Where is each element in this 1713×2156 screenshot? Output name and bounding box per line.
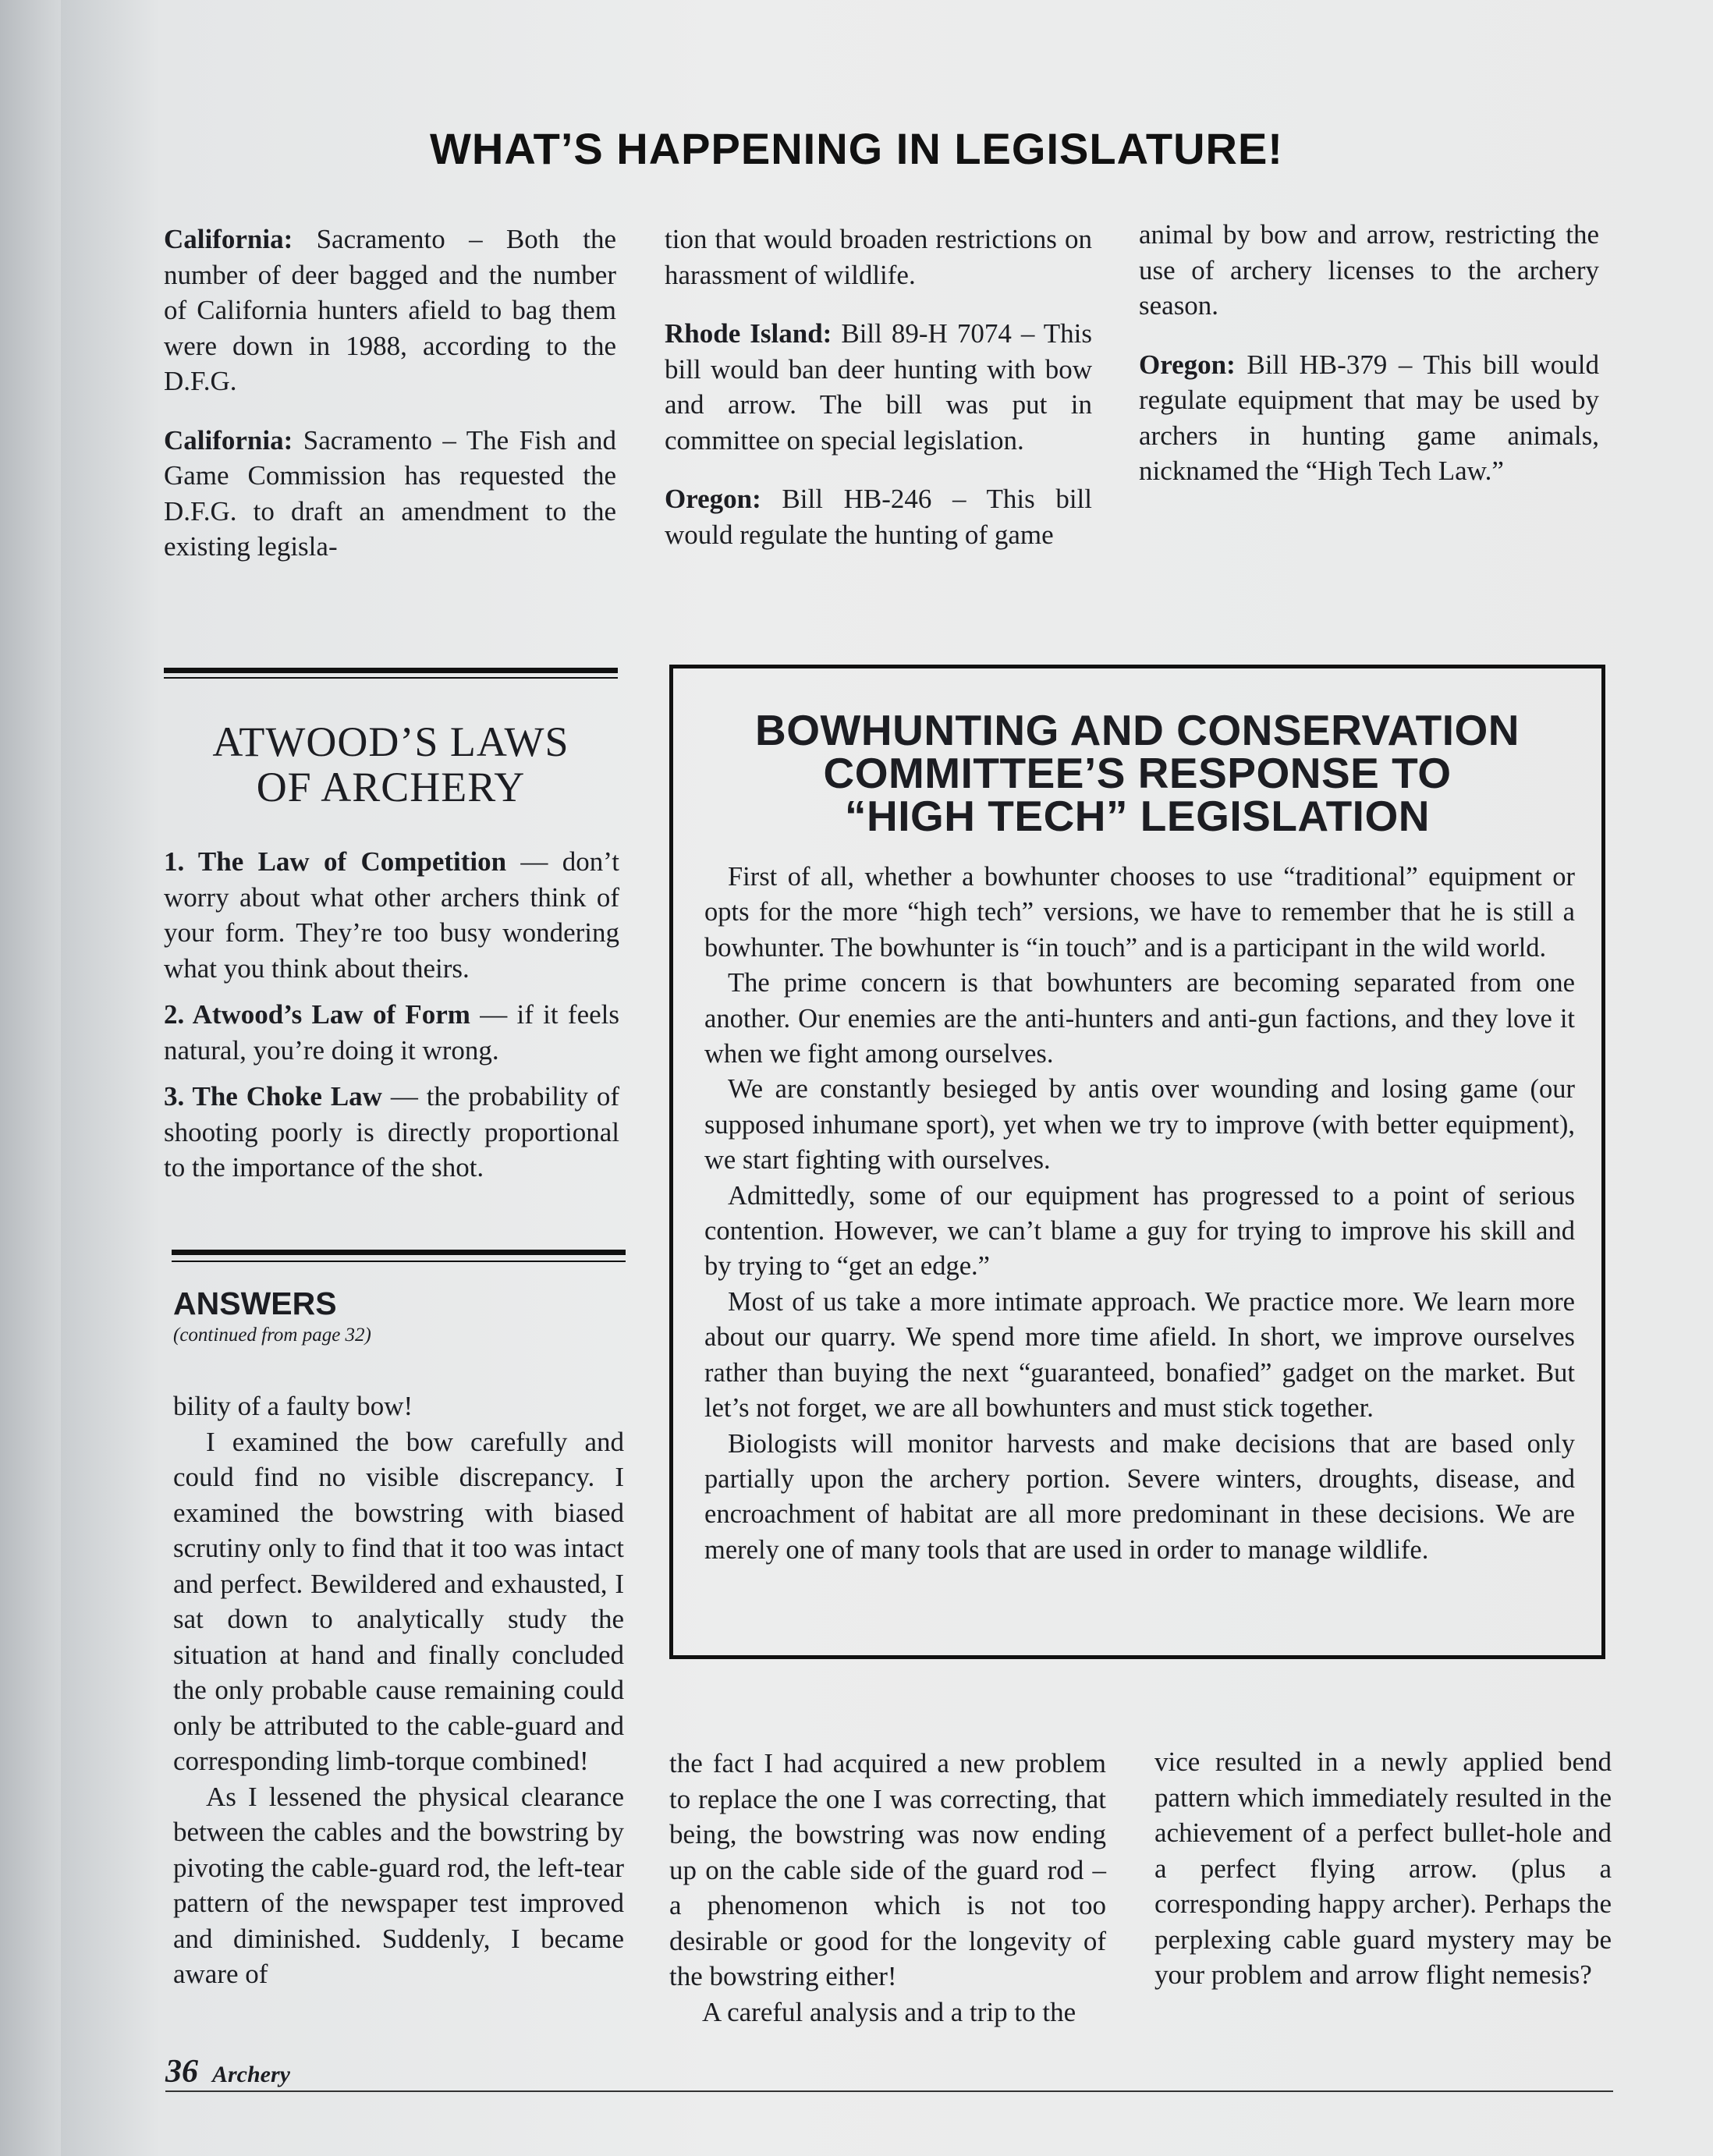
legislature-column-1 [164, 222, 616, 565]
law-item [164, 1079, 619, 1186]
laws-bottom-rule-thin [172, 1261, 626, 1262]
answers-paragraph: bility of a faulty bow! [173, 1391, 413, 1421]
laws-title-line-1: ATWOOD’S LAWS [212, 718, 569, 765]
box-title-line-3: “HIGH TECH” LEGISLATION [845, 792, 1430, 840]
answers-paragraph: A careful analysis and a trip to the [702, 1996, 1076, 2027]
box-paragraph: Most of us take a more intimate approach. We practice more. We learn more about our quarry. We spend more time afield. In short, we improve ourselves rather than buying the next “guaranteed, bonafied” gadget on the market. But let’s not forget, we are all bowhunters and must stick together. [704, 1286, 1575, 1424]
item-label: Rhode Island: [665, 318, 832, 349]
committee-response-box [669, 665, 1605, 1659]
box-paragraph: The prime concern is that bowhunters are becoming separated from one another. Our enemies are the anti-hunters and anti-gun factions, and they love it when we fight among ourselves. [704, 968, 1575, 1069]
item-text: Bill 89-H 7074 – This bill would ban deer hunting with bow and arrow. The bill was put in committee on special legislation. [665, 318, 1092, 456]
legislature-item [665, 481, 1092, 552]
law-label: 2. Atwood’s Law of Form [164, 999, 470, 1030]
legislature-item [164, 222, 616, 399]
answers-column-1 [173, 1388, 624, 1992]
box-paragraph: We are constantly besieged by antis over wounding and losing game (our supposed inhumane sport), yet when we try to improve (with better equipment), we start fighting with ourselves. [704, 1074, 1575, 1176]
law-label: 1. The Law of Competition [164, 846, 507, 877]
legislature-item [1139, 217, 1599, 324]
box-body [704, 860, 1575, 1568]
laws-top-rule-thin [164, 677, 618, 679]
magazine-name: Archery [212, 2062, 290, 2087]
answers-column-3 [1154, 1744, 1612, 1993]
answers-paragraph: I examined the bow carefully and could find no visible discrepancy. I examined the bowstring with biased scrutiny only to find that it too was intact and perfect. Bewildered and exhausted, I sat down to analytically study the situation at hand and finally concluded the only probable cause remaining could only be attributed to the cable-guard and corresponding limb-torque combined! [173, 1426, 624, 1776]
legislature-item [164, 423, 616, 565]
legislature-item [665, 316, 1092, 458]
answers-subheading: (continued from page 32) [173, 1324, 371, 1346]
item-text: tion that would broaden restrictions on harassment of wildlife. [665, 224, 1092, 290]
answers-paragraph: the fact I had acquired a new problem to replace the one I was correcting, that being, the bowstring was now ending up on the cable side of the guard rod – a phenomenon which is not too desirable or good for the longevity of the bowstring either! [669, 1748, 1106, 1991]
box-paragraph: Admittedly, some of our equipment has progressed to a point of serious contention. However, we can’t blame a guy for trying to improve his skill and by trying to “get an edge.” [704, 1180, 1575, 1282]
item-text: animal by bow and arrow, restricting the use of archery licenses to the archery season. [1139, 219, 1599, 321]
law-text: — the probability of shooting poorly is directly proportional to the importance of the shot. [164, 1081, 619, 1183]
item-label: California: [164, 424, 293, 456]
law-text: — if it feels natural, you’re doing it wrong. [164, 999, 619, 1066]
legislature-column-3 [1139, 217, 1599, 489]
laws-top-rule [164, 668, 618, 673]
item-label: Oregon: [1139, 349, 1236, 380]
legislature-item [1139, 347, 1599, 489]
page-number: 36 [165, 2054, 198, 2090]
answers-heading: ANSWERS [173, 1285, 337, 1321]
answers-paragraph: vice resulted in a newly applied bend pattern which immediately resulted in the achievement of a perfect bullet-hole and a perfect flying arrow. (plus a corresponding happy archer). Perhaps the perplexing cable guard mystery may be your problem and arrow flight nemesis? [1154, 1746, 1612, 1990]
law-text: — don’t worry about what other archers think of your form. They’re too busy wondering what you think about theirs. [164, 846, 619, 984]
legislature-item [665, 222, 1092, 293]
laws-title-line-2: OF ARCHERY [256, 764, 526, 810]
law-item [164, 997, 619, 1068]
box-title-line-2: COMMITTEE’S RESPONSE TO [823, 749, 1452, 797]
answers-column-2 [669, 1746, 1106, 2030]
laws-title [164, 719, 618, 810]
answers-paragraph: As I lessened the physical clearance between the cables and the bowstring by pivoting the cable-guard rod, the left-tear pattern of the newspaper test improved and diminished. Suddenly, I became aware of [173, 1781, 624, 1989]
page-footer [165, 2053, 290, 2090]
box-title [673, 706, 1601, 840]
laws-bottom-rule [172, 1250, 626, 1255]
item-text: Sacramento – The Fish and Game Commission has requested the D.F.G. to draft an amendment to the existing legisla- [164, 424, 616, 562]
item-text: Sacramento – Both the number of deer bagged and the number of California hunters afield to bag them were down in 1988, according to the D.F.G. [164, 224, 616, 396]
law-label: 3. The Choke Law [164, 1081, 382, 1112]
item-label: California: [164, 224, 293, 254]
legislature-column-2 [665, 222, 1092, 552]
law-item [164, 844, 619, 986]
item-label: Oregon: [665, 484, 761, 514]
footer-rule [165, 2090, 1613, 2092]
binding-spine [0, 0, 62, 2156]
page-headline: WHAT’S HAPPENING IN LEGISLATURE! [430, 124, 1283, 173]
box-paragraph: First of all, whether a bowhunter chooses to use “traditional” equipment or opts for the more “high tech” versions, we have to remember that he is still a bowhunter. The bowhunter is “in touch” and is a participant in the wild world. [704, 862, 1575, 963]
item-text: Bill HB-379 – This bill would regulate equipment that may be used by archers in hunting game animals, nicknamed the “High Tech Law.” [1139, 349, 1599, 486]
laws-list [164, 844, 619, 1197]
item-text: Bill HB-246 – This bill would regulate the hunting of game [665, 484, 1092, 550]
box-paragraph: Biologists will monitor harvests and make decisions that are based only partially upon the archery portion. Severe winters, droughts, disease, and encroachment of habitat are all more predominant in these decisions. We are merely one of many tools that are used in order to manage wildlife. [704, 1428, 1575, 1565]
box-title-line-1: BOWHUNTING AND CONSERVATION [754, 706, 1520, 754]
